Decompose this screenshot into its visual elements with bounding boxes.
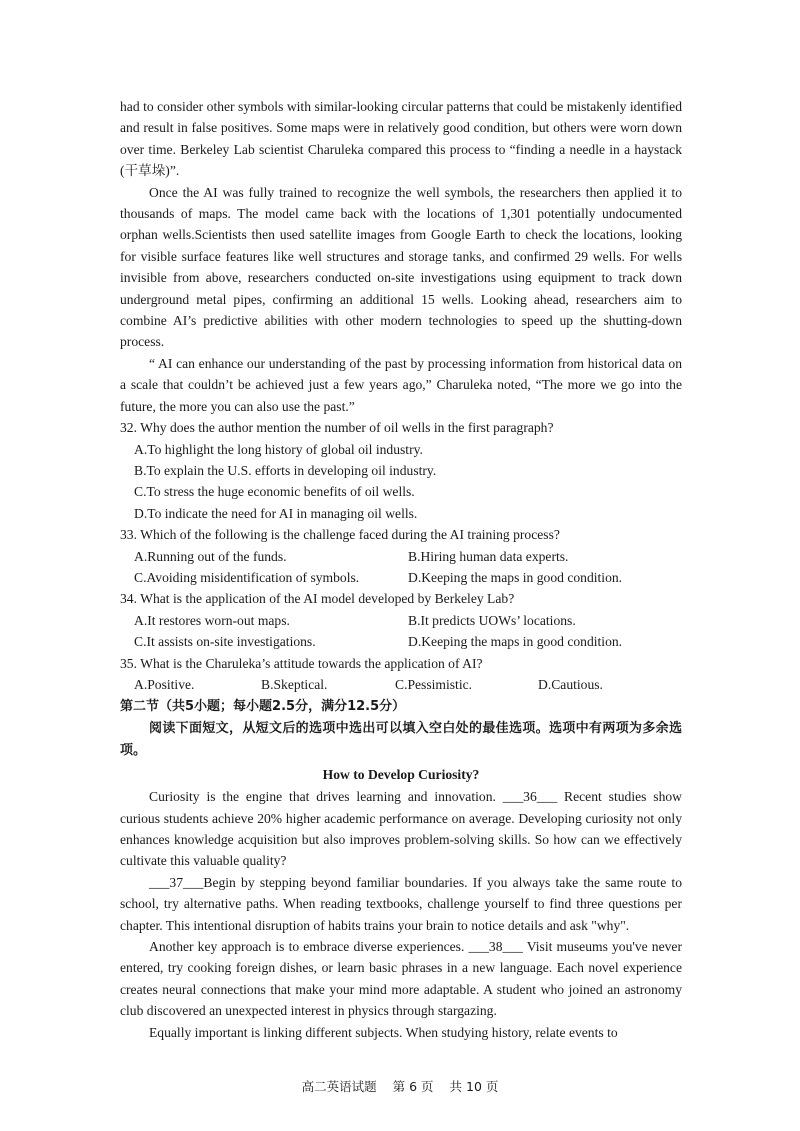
passage-paragraph: had to consider other symbols with similar-looking circular patterns that could be mistakenly identified and result in false positives. Some maps were in relatively good condition, but others were worn down over time. Berkeley Lab scientist Charuleka compared this process to “finding a needle in a haystack (干草垛)”. — [120, 99, 682, 179]
passage-paragraph: ___37___Begin by stepping beyond familiar boundaries. If you always take the same route to school, try alternative paths. When reading textbooks, challenge yourself to find three questions per chapter. This intentional disruption of habits trains your brain to notice details and ask "why". — [120, 874, 682, 933]
question-33-options-row — [120, 546, 682, 567]
passage-paragraph: Another key approach is to embrace diverse experiences. ___38___ Visit museums you've never entered, try cooking foreign dishes, or learn basic phrases in a new language. Each novel experience creates neural connections that make your mind more adaptable. A student who joined an astronomy club discovered an unexpected interest in physics through stargazing. — [120, 939, 682, 1019]
question-33-stem: 33. Which of the following is the challenge faced during the AI training process? — [120, 527, 560, 543]
section-heading: 第二节（共5小题；每小题2.5分，满分12.5分） — [120, 699, 406, 715]
footer-page-number: 第 6 页 — [392, 1079, 434, 1094]
question-34-option-a: A.It restores worn-out maps. — [134, 612, 290, 628]
passage-paragraph: Equally important is linking different subjects. When studying history, relate events to — [149, 1024, 618, 1040]
question-35-option-d: D.Cautious. — [538, 676, 603, 692]
question-34-option-c: C.It assists on-site investigations. — [134, 634, 316, 650]
question-32-stem: 32. Why does the author mention the number of oil wells in the first paragraph? — [120, 420, 554, 436]
passage-title: How to Develop Curiosity? — [322, 766, 480, 782]
question-32-option-d: D.To indicate the need for AI in managing oil wells. — [134, 505, 418, 521]
question-35-stem: 35. What is the Charuleka’s attitude towards the application of AI? — [120, 655, 483, 671]
question-34-options-row — [120, 631, 682, 652]
question-33-option-a: A.Running out of the funds. — [134, 548, 287, 564]
footer-total-pages: 共 10 页 — [449, 1079, 499, 1094]
question-33-option-d: D.Keeping the maps in good condition. — [408, 569, 623, 585]
passage-paragraph: “ AI can enhance our understanding of the past by processing information from historical data on a scale that couldn’t be achieved just a few years ago,” Charuleka noted, “The more we go into the future, the more you can also use the past.” — [120, 355, 682, 414]
page-content — [120, 96, 682, 1043]
question-35-option-a: A.Positive. — [134, 676, 195, 692]
question-35-option-c: C.Pessimistic. — [395, 676, 473, 692]
question-34-options-row — [120, 610, 682, 631]
question-34-stem: 34. What is the application of the AI model developed by Berkeley Lab? — [120, 591, 515, 607]
section-instructions: 阅读下面短文，从短文后的选项中选出可以填入空白处的最佳选项。选项中有两项为多余选项。 — [120, 720, 682, 758]
footer-subject: 高二英语试题 — [301, 1079, 377, 1094]
question-32-option-c: C.To stress the huge economic benefits of oil wells. — [134, 484, 415, 500]
question-34-option-d: D.Keeping the maps in good condition. — [408, 634, 623, 650]
question-32-option-b: B.To explain the U.S. efforts in developing oil industry. — [134, 462, 437, 478]
question-32-option-a: A.To highlight the long history of global oil industry. — [134, 441, 423, 457]
question-34-option-b: B.It predicts UOWs’ locations. — [408, 612, 576, 628]
question-33-option-c: C.Avoiding misidentification of symbols. — [134, 569, 360, 585]
passage-paragraph: Curiosity is the engine that drives learning and innovation. ___36___ Recent studies show curious students achieve 20% higher academic performance on average. Developing curiosity not only enhances knowledge acquisition but also improves problem-solving skills. So how can we effectively cultivate this valuable quality? — [120, 789, 682, 869]
question-33-options-row — [120, 567, 682, 588]
question-33-option-b: B.Hiring human data experts. — [408, 548, 569, 564]
page-footer — [0, 1077, 800, 1095]
question-35-options-row — [120, 674, 682, 695]
question-35-option-b: B.Skeptical. — [261, 676, 328, 692]
passage-paragraph: Once the AI was fully trained to recognize the well symbols, the researchers then applied it to thousands of maps. The model came back with the locations of 1,301 potentially undocumented orphan wells.Scientists then used satellite images from Google Earth to check the locations, looking for visible surface features like well structures and storage tanks, and confirmed 29 wells. For wells invisible from above, researchers conducted on-site investigations using equipment to track down underground metal pipes, confirming an additional 15 wells. Looking ahead, researchers aim to combine AI’s predictive abilities with other modern technologies to speed up the shutting-down process. — [120, 184, 682, 350]
